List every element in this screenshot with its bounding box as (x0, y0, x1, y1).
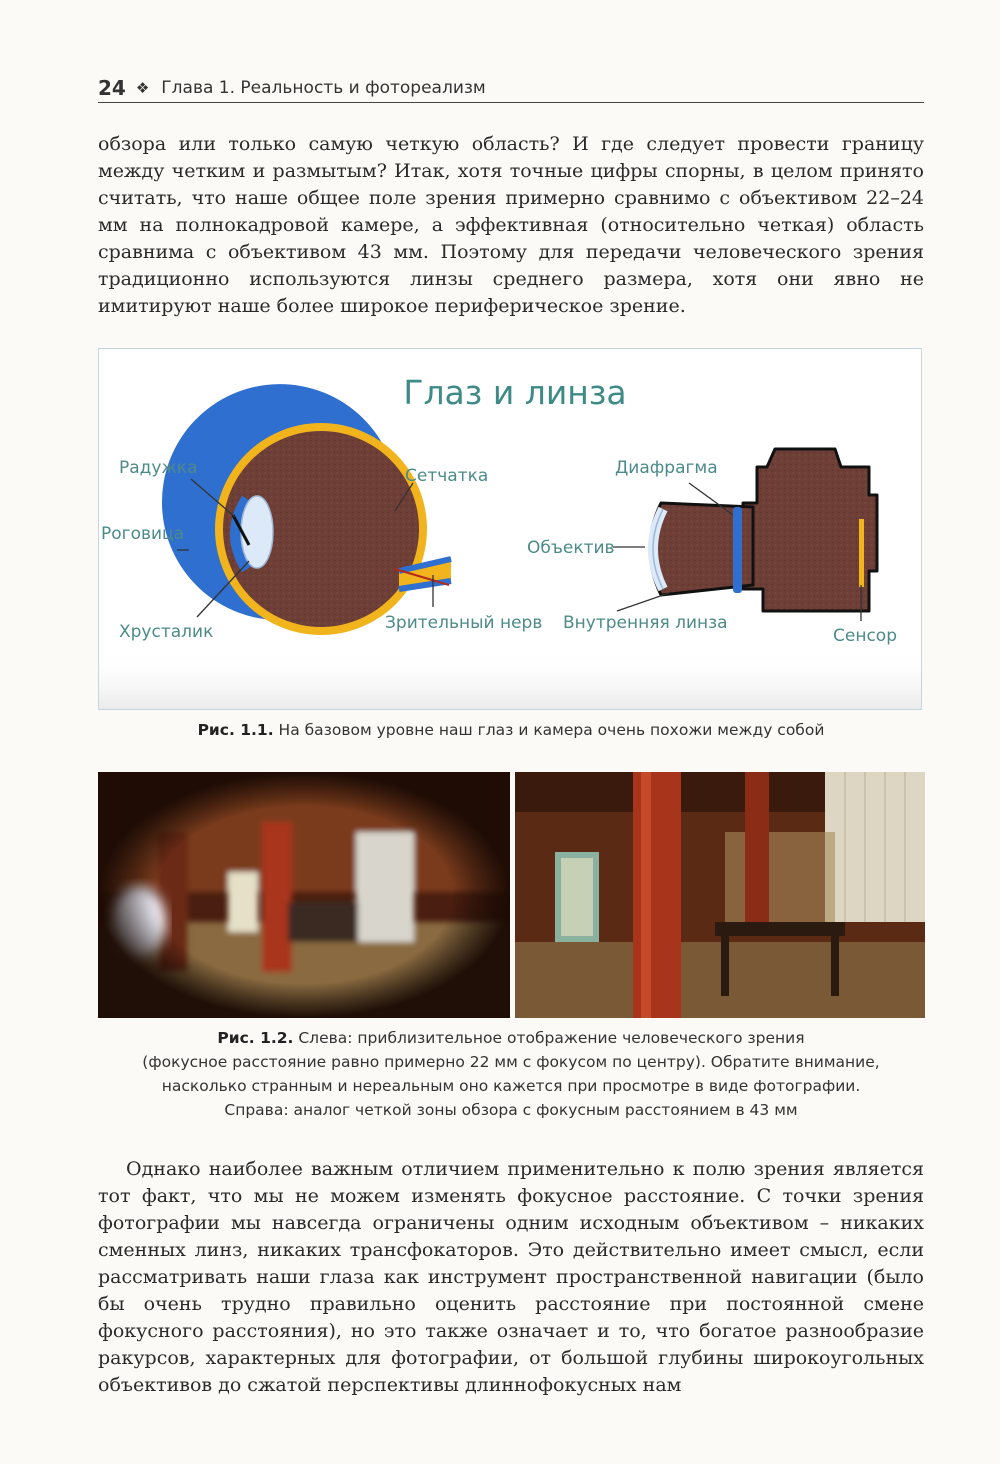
label-retina: Сетчатка (405, 466, 489, 486)
figure-2-caption-line-4: Справа: аналог четкой зоны обзора с фокусным расстоянием в 43 мм (224, 1101, 798, 1119)
photo-right-shoji (825, 772, 925, 922)
camera-body (743, 449, 877, 611)
figure-1-caption (98, 718, 924, 742)
photo-right-display-case (725, 832, 835, 932)
photo-right-table (715, 922, 845, 936)
label-iris: Радужка (119, 458, 198, 478)
eye-illustration (162, 384, 451, 635)
camera-sensor-shape (859, 519, 864, 587)
eye-lens-shape (241, 496, 273, 568)
label-inner-lens: Внутренняя линза (563, 613, 728, 633)
label-aperture: Диафрагма (615, 458, 718, 478)
label-optic-nerve: Зрительный нерв (385, 613, 543, 633)
figure-eye-and-lens (98, 348, 922, 710)
figure-2-caption-line-2: (фокусное расстояние равно примерно 22 мм с фокусом по центру). Обратите внимание, (142, 1053, 880, 1071)
camera-aperture-shape (733, 507, 742, 593)
figure-bottom-fade (99, 649, 922, 710)
eye-lens-diagram (99, 349, 922, 710)
photo-right-floor (515, 942, 925, 1018)
figure-2-caption-label: Рис. 1.2. (217, 1029, 294, 1047)
photo-left-drawing (98, 772, 510, 1018)
label-objective: Объектив (527, 538, 615, 558)
figure-title: Глаз и линза (403, 373, 627, 412)
running-header (98, 74, 924, 103)
photo-left-vignette (98, 772, 510, 1018)
label-cornea: Роговица (101, 524, 185, 544)
figure-1-caption-text: На базовом уровне наш глаз и камера очень похожи между собой (273, 721, 825, 739)
chapter-title: Глава 1. Реальность и фотореализм (161, 78, 486, 98)
photo-right-drawing (515, 772, 925, 1018)
paragraph-top: обзора или только самую четкую область? И где следует провести границу между четким и размытым? Итак, хотя точные цифры спорны, в целом принято считать, что наше общее поле зрения примерно сравнимо с объективом 22–24 мм на полнокадровой камере, а эффективная (относительно четкая) область сравнима с объективом 43 мм. Поэтому для передачи человеческого зрения традиционно используются линзы среднего размера, хотя они явно не имитируют наше более широкое периферическое зрение. (98, 133, 924, 317)
figure-2-caption-line-3: насколько странным и нереальным оно кажется при просмотре в виде фотографии. (161, 1077, 861, 1095)
label-sensor: Сенсор (833, 626, 897, 646)
paragraph-bottom: Однако наиболее важным отличием применительно к полю зрения является тот факт, что мы не можем изменять фокусное расстояние. С точки зрения фотографии мы навсегда ограничены одним исходным объективом – никаких сменных линз, никаких трансфокаторов. Это действительно имеет смысл, если рассматривать наши глаза как инструмент пространственной навигации (было бы очень трудно правильно оценить расстояние при постоянной смене фокусного расстояния), но это также означает и то, что богатое разнообразие ракурсов, характерных для фотографии, от большой глубины широкоугольных объективов до сжатой перспективы длиннофокусных нам (98, 1158, 924, 1396)
figure-2-caption (98, 1026, 924, 1122)
label-lens-eye: Хрусталик (119, 622, 214, 642)
leader-inner-lens (617, 593, 669, 611)
photo-human-vision (98, 772, 510, 1018)
figure-2-caption-line-1: Слева: приблизительное отображение человеческого зрения (293, 1029, 805, 1047)
page-number: 24 (98, 76, 126, 100)
photo-sharp-zone (515, 772, 925, 1018)
photo-right-pillar (633, 772, 681, 1018)
figure-1-caption-label: Рис. 1.1. (197, 721, 274, 739)
diamond-separator-icon: ❖ (135, 79, 150, 97)
